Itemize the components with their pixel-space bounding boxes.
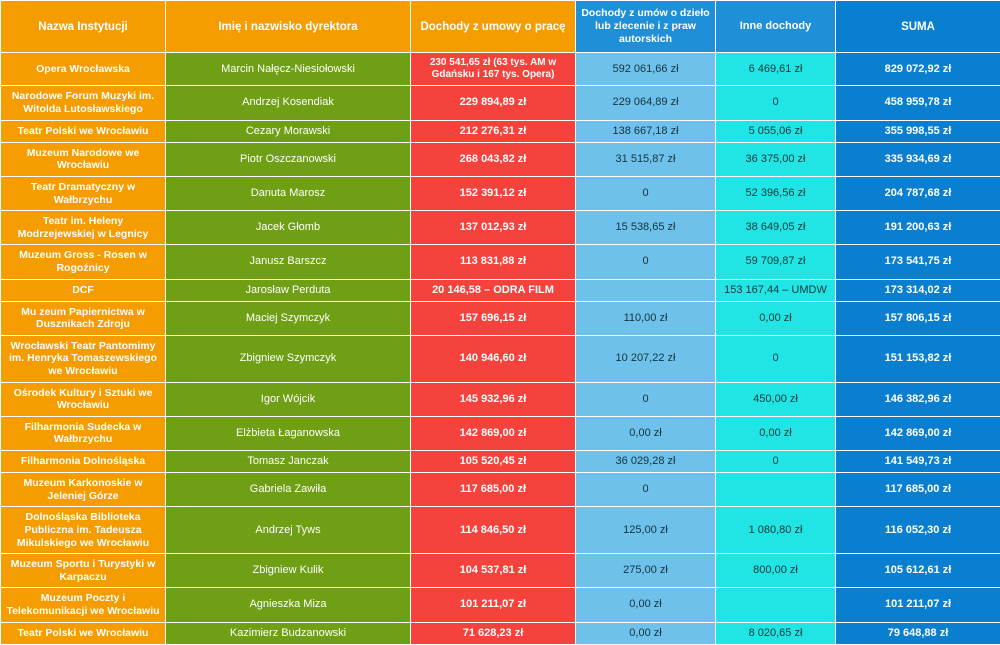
column-header-institution: Nazwa Instytucji	[1, 1, 166, 53]
cell-contract-income: 0,00 zł	[576, 588, 716, 622]
table-row	[1, 622, 1000, 644]
cell-total: 117 685,00 zł	[836, 473, 1000, 507]
cell-institution: Wrocławski Teatr Pantomimy im. Henryka Tomaszewskiego we Wrocławiu	[1, 335, 166, 382]
cell-other-income: 0	[716, 451, 836, 473]
table-row	[1, 335, 1000, 382]
table-row	[1, 473, 1000, 507]
table-row	[1, 588, 1000, 622]
cell-contract-income: 0	[576, 473, 716, 507]
table-row	[1, 451, 1000, 473]
cell-employment-income: 101 211,07 zł	[411, 588, 576, 622]
cell-employment-income: 157 696,15 zł	[411, 301, 576, 335]
cell-institution: Filharmonia Sudecka w Wałbrzychu	[1, 416, 166, 450]
cell-institution: Muzeum Gross - Rosen w Rogoźnicy	[1, 245, 166, 279]
cell-other-income: 450,00 zł	[716, 382, 836, 416]
cell-other-income: 38 649,05 zł	[716, 211, 836, 245]
table-row	[1, 301, 1000, 335]
cell-director: Elżbieta Łaganowska	[166, 416, 411, 450]
cell-director: Jarosław Perduta	[166, 279, 411, 301]
cell-director: Agnieszka Miza	[166, 588, 411, 622]
cell-employment-income: 137 012,93 zł	[411, 211, 576, 245]
cell-institution: Teatr im. Heleny Modrzejewskiej w Legnicy	[1, 211, 166, 245]
cell-contract-income: 592 061,66 zł	[576, 53, 716, 86]
cell-other-income: 0,00 zł	[716, 416, 836, 450]
cell-total: 101 211,07 zł	[836, 588, 1000, 622]
cell-employment-income: 140 946,60 zł	[411, 335, 576, 382]
column-header-other-income: Inne dochody	[716, 1, 836, 53]
cell-director: Cezary Morawski	[166, 120, 411, 142]
cell-other-income: 36 375,00 zł	[716, 142, 836, 176]
column-header-director: Imię i nazwisko dyrektora	[166, 1, 411, 53]
cell-employment-income: 113 831,88 zł	[411, 245, 576, 279]
cell-director: Marcin Nałęcz-Niesiołowski	[166, 53, 411, 86]
cell-other-income	[716, 473, 836, 507]
cell-director: Andrzej Tyws	[166, 507, 411, 554]
cell-other-income: 0	[716, 335, 836, 382]
cell-institution: Teatr Polski we Wrocławiu	[1, 622, 166, 644]
cell-institution: Teatr Polski we Wrocławiu	[1, 120, 166, 142]
cell-employment-income: 20 146,58 – ODRA FILM	[411, 279, 576, 301]
cell-other-income: 8 020,65 zł	[716, 622, 836, 644]
cell-director: Jacek Głomb	[166, 211, 411, 245]
table-row	[1, 245, 1000, 279]
cell-contract-income	[576, 279, 716, 301]
cell-other-income: 800,00 zł	[716, 554, 836, 588]
cell-other-income: 6 469,61 zł	[716, 53, 836, 86]
cell-total: 355 998,55 zł	[836, 120, 1000, 142]
table-header	[1, 1, 1000, 53]
cell-director: Danuta Marosz	[166, 176, 411, 210]
cell-total: 116 052,30 zł	[836, 507, 1000, 554]
column-header-employment-income: Dochody z umowy o pracę	[411, 1, 576, 53]
cell-institution: Teatr Dramatyczny w Wałbrzychu	[1, 176, 166, 210]
cell-employment-income: 114 846,50 zł	[411, 507, 576, 554]
cell-contract-income: 36 029,28 zł	[576, 451, 716, 473]
cell-other-income: 52 396,56 zł	[716, 176, 836, 210]
cell-employment-income: 71 628,23 zł	[411, 622, 576, 644]
table-row	[1, 120, 1000, 142]
cell-total: 173 541,75 zł	[836, 245, 1000, 279]
cell-total: 146 382,96 zł	[836, 382, 1000, 416]
cell-total: 335 934,69 zł	[836, 142, 1000, 176]
cell-director: Maciej Szymczyk	[166, 301, 411, 335]
cell-total: 204 787,68 zł	[836, 176, 1000, 210]
cell-other-income	[716, 588, 836, 622]
cell-contract-income: 0	[576, 382, 716, 416]
table-row	[1, 211, 1000, 245]
cell-institution: Filharmonia Dolnośląska	[1, 451, 166, 473]
cell-director: Igor Wójcik	[166, 382, 411, 416]
cell-contract-income: 10 207,22 zł	[576, 335, 716, 382]
cell-institution: Muzeum Karkonoskie w Jeleniej Górze	[1, 473, 166, 507]
cell-director: Zbigniew Kulik	[166, 554, 411, 588]
cell-employment-income: 229 894,89 zł	[411, 86, 576, 120]
cell-total: 191 200,63 zł	[836, 211, 1000, 245]
cell-employment-income: 212 276,31 zł	[411, 120, 576, 142]
cell-director: Janusz Barszcz	[166, 245, 411, 279]
cell-contract-income: 275,00 zł	[576, 554, 716, 588]
cell-contract-income: 110,00 zł	[576, 301, 716, 335]
header-row	[1, 1, 1000, 53]
cell-director: Piotr Oszczanowski	[166, 142, 411, 176]
cell-director: Zbigniew Szymczyk	[166, 335, 411, 382]
cell-director: Kazimierz Budzanowski	[166, 622, 411, 644]
cell-institution: Muzeum Poczty i Telekomunikacji we Wrocławiu	[1, 588, 166, 622]
cell-contract-income: 0,00 zł	[576, 416, 716, 450]
cell-other-income: 153 167,44 – UMDW	[716, 279, 836, 301]
table-row	[1, 279, 1000, 301]
table-row	[1, 86, 1000, 120]
cell-contract-income: 125,00 zł	[576, 507, 716, 554]
table-row	[1, 554, 1000, 588]
cell-director: Andrzej Kosendiak	[166, 86, 411, 120]
cell-institution: Mu zeum Papiernictwa w Dusznikach Zdroju	[1, 301, 166, 335]
cell-total: 157 806,15 zł	[836, 301, 1000, 335]
cell-total: 173 314,02 zł	[836, 279, 1000, 301]
cell-other-income: 0	[716, 86, 836, 120]
cell-total: 142 869,00 zł	[836, 416, 1000, 450]
column-header-total: SUMA	[836, 1, 1000, 53]
cell-other-income: 1 080,80 zł	[716, 507, 836, 554]
cell-employment-income: 142 869,00 zł	[411, 416, 576, 450]
column-header-contract-income: Dochody z umów o dzieło lub zlecenie i z praw autorskich	[576, 1, 716, 53]
table-row	[1, 507, 1000, 554]
cell-contract-income: 138 667,18 zł	[576, 120, 716, 142]
cell-total: 151 153,82 zł	[836, 335, 1000, 382]
table-row	[1, 142, 1000, 176]
cell-institution: Muzeum Narodowe we Wrocławiu	[1, 142, 166, 176]
cell-total: 458 959,78 zł	[836, 86, 1000, 120]
cell-institution: Dolnośląska Biblioteka Publiczna im. Tadeusza Mikulskiego we Wrocławiu	[1, 507, 166, 554]
cell-institution: Muzeum Sportu i Turystyki w Karpaczu	[1, 554, 166, 588]
cell-other-income: 0,00 zł	[716, 301, 836, 335]
table-row	[1, 382, 1000, 416]
table-body	[1, 53, 1000, 644]
cell-employment-income: 230 541,65 zł (63 tys. AM w Gdańsku i 167 tys. Opera)	[411, 53, 576, 86]
cell-institution: DCF	[1, 279, 166, 301]
cell-contract-income: 0	[576, 176, 716, 210]
cell-director: Tomasz Janczak	[166, 451, 411, 473]
cell-other-income: 59 709,87 zł	[716, 245, 836, 279]
cell-employment-income: 117 685,00 zł	[411, 473, 576, 507]
cell-employment-income: 104 537,81 zł	[411, 554, 576, 588]
cell-director: Gabriela Zawiła	[166, 473, 411, 507]
cell-institution: Opera Wrocławska	[1, 53, 166, 86]
cell-contract-income: 229 064,89 zł	[576, 86, 716, 120]
cell-total: 829 072,92 zł	[836, 53, 1000, 86]
cell-institution: Ośrodek Kultury i Sztuki we Wrocławiu	[1, 382, 166, 416]
cell-employment-income: 105 520,45 zł	[411, 451, 576, 473]
cell-contract-income: 15 538,65 zł	[576, 211, 716, 245]
cell-total: 79 648,88 zł	[836, 622, 1000, 644]
cell-other-income: 5 055,06 zł	[716, 120, 836, 142]
table-row	[1, 53, 1000, 86]
cell-contract-income: 0,00 zł	[576, 622, 716, 644]
cell-employment-income: 145 932,96 zł	[411, 382, 576, 416]
cell-total: 105 612,61 zł	[836, 554, 1000, 588]
cell-contract-income: 0	[576, 245, 716, 279]
cell-institution: Narodowe Forum Muzyki im. Witolda Lutosławskiego	[1, 86, 166, 120]
cell-total: 141 549,73 zł	[836, 451, 1000, 473]
table-row	[1, 176, 1000, 210]
cell-employment-income: 268 043,82 zł	[411, 142, 576, 176]
cell-contract-income: 31 515,87 zł	[576, 142, 716, 176]
cell-employment-income: 152 391,12 zł	[411, 176, 576, 210]
table-row	[1, 416, 1000, 450]
